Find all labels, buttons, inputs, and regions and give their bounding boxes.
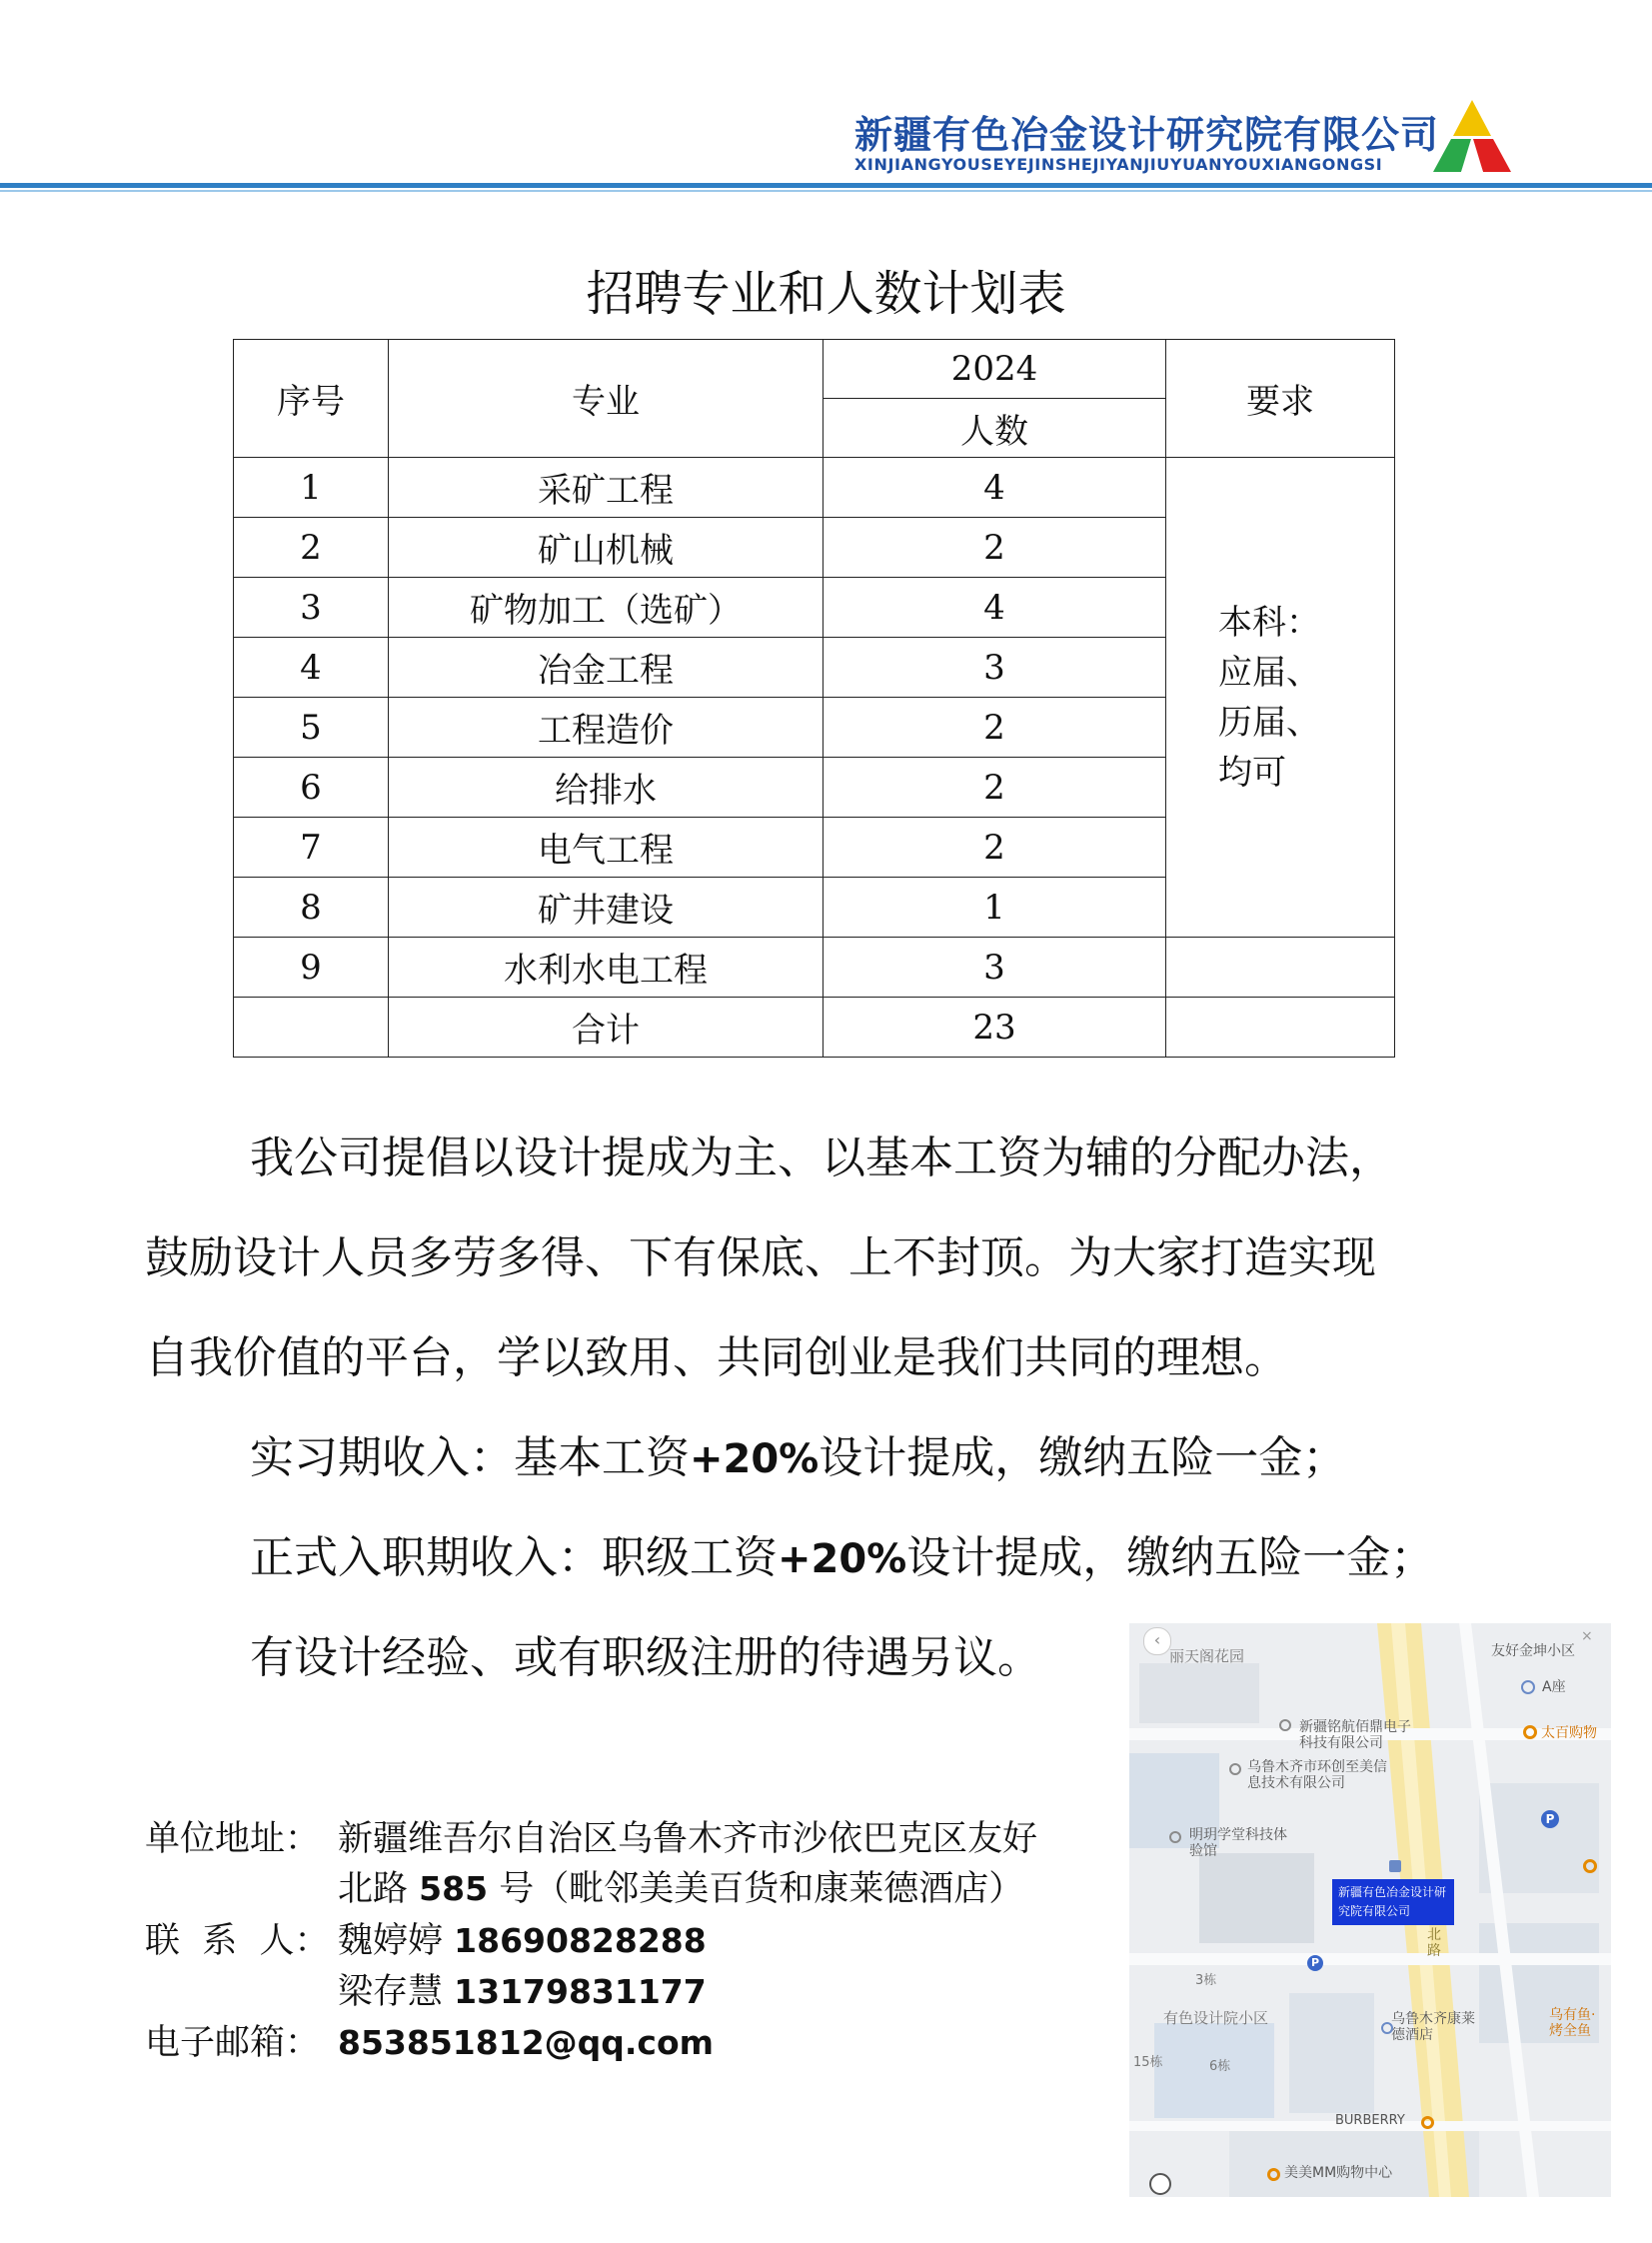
map-label-huanchuang: 乌鲁木齐市环创至美信息技术有限公司 bbox=[1247, 1759, 1387, 1791]
cell-seq: 4 bbox=[234, 638, 389, 698]
paragraph-line: 自我价值的平台，学以致用、共同创业是我们共同的理想。 bbox=[145, 1332, 1288, 1383]
contact-person bbox=[338, 1916, 707, 1966]
cell-major: 矿物加工（选矿） bbox=[389, 578, 824, 638]
paragraph-line: 有设计经验、或有职级注册的待遇另议。 bbox=[250, 1632, 1041, 1683]
map-label-building: 6栋 bbox=[1209, 2059, 1231, 2074]
intern-income-line bbox=[250, 1408, 1346, 1509]
recruitment-plan-table bbox=[233, 339, 1395, 1058]
email-value bbox=[338, 2018, 714, 2068]
table-title: 招聘专业和人数计划表 bbox=[586, 266, 1066, 322]
map-label-taibai: 太百购物 bbox=[1541, 1725, 1597, 1741]
email-text: 853851812@qq.com bbox=[338, 2023, 715, 2062]
shopping-marker-icon bbox=[1583, 1859, 1597, 1873]
shopping-marker-icon bbox=[1523, 1725, 1537, 1739]
header-rule bbox=[0, 183, 1652, 188]
header-rule-light bbox=[0, 190, 1652, 192]
location-map bbox=[1129, 1623, 1611, 2197]
text: 设计提成，缴纳五险一金； bbox=[819, 1432, 1347, 1483]
cell-seq: 8 bbox=[234, 878, 389, 938]
cell-major: 电气工程 bbox=[389, 818, 824, 878]
map-label-youse-xiaoqu: 有色设计院小区 bbox=[1163, 2009, 1269, 2027]
close-icon[interactable]: × bbox=[1581, 1628, 1593, 1644]
poi-marker-icon bbox=[1169, 1831, 1181, 1843]
map-label-building: 3栋 bbox=[1195, 1973, 1217, 1988]
text: 正式入职期收入：职级工资 bbox=[250, 1532, 778, 1583]
cell-empty bbox=[1166, 938, 1395, 998]
contact-phone: 18690828288 bbox=[454, 1921, 707, 1960]
map-label-road: 北路 bbox=[1427, 1927, 1441, 1959]
cell-empty bbox=[234, 998, 389, 1058]
cell-major: 工程造价 bbox=[389, 698, 824, 758]
cell-seq: 1 bbox=[234, 458, 389, 518]
parking-icon: P bbox=[1541, 1810, 1559, 1828]
total-label: 合计 bbox=[389, 998, 824, 1058]
contact-person bbox=[338, 1967, 707, 2017]
percent-text: +20% bbox=[690, 1436, 820, 1482]
cell-seq: 3 bbox=[234, 578, 389, 638]
cell-count: 4 bbox=[824, 578, 1166, 638]
formal-income-line bbox=[250, 1508, 1434, 1609]
bus-stop-icon bbox=[1389, 1860, 1401, 1872]
back-icon[interactable]: ‹ bbox=[1143, 1627, 1171, 1655]
header-major: 专业 bbox=[389, 340, 824, 458]
cell-major: 矿山机械 bbox=[389, 518, 824, 578]
poi-marker-icon bbox=[1521, 1680, 1535, 1694]
cell-major: 矿井建设 bbox=[389, 878, 824, 938]
cell-count: 2 bbox=[824, 758, 1166, 818]
cell-count: 2 bbox=[824, 698, 1166, 758]
paragraph-line: 我公司提倡以设计提成为主、以基本工资为辅的分配办法， bbox=[250, 1132, 1393, 1183]
table-row bbox=[234, 458, 1395, 518]
cell-seq: 6 bbox=[234, 758, 389, 818]
contact-name: 魏婷婷 bbox=[338, 1921, 444, 1961]
cell-count: 3 bbox=[824, 938, 1166, 998]
cell-count: 2 bbox=[824, 518, 1166, 578]
email-label: 电子邮箱： bbox=[145, 2023, 321, 2063]
cell-major: 水利水电工程 bbox=[389, 938, 824, 998]
table-header-row bbox=[234, 340, 1395, 399]
text: 号（毗邻美美百货和康莱德酒店） bbox=[499, 1869, 1024, 1909]
map-label-building: 15栋 bbox=[1133, 2055, 1163, 2070]
cell-count: 4 bbox=[824, 458, 1166, 518]
contact-label: 联 系 人： bbox=[145, 1921, 330, 1961]
contact-name: 梁存慧 bbox=[338, 1972, 444, 2012]
map-label-minghang: 新疆铭航佰鼎电子科技有限公司 bbox=[1299, 1719, 1411, 1751]
cell-seq: 2 bbox=[234, 518, 389, 578]
map-label-mingyue: 明玥学堂科技体验馆 bbox=[1189, 1827, 1287, 1859]
requirement-line: 本科： bbox=[1218, 602, 1320, 643]
map-label-youhao: 友好金坤小区 bbox=[1491, 1643, 1575, 1659]
text: 实习期收入：基本工资 bbox=[250, 1432, 690, 1483]
cell-empty bbox=[1166, 998, 1395, 1058]
parking-icon: P bbox=[1307, 1955, 1323, 1971]
poi-marker-icon bbox=[1279, 1719, 1291, 1731]
text: 北路 bbox=[338, 1869, 409, 1909]
paragraph-line: 鼓励设计人员多劳多得、下有保底、上不封顶。为大家打造实现 bbox=[145, 1232, 1376, 1283]
table-row bbox=[234, 938, 1395, 998]
cell-major: 采矿工程 bbox=[389, 458, 824, 518]
cell-major: 给排水 bbox=[389, 758, 824, 818]
poi-marker-icon bbox=[1229, 1763, 1241, 1775]
map-label-meimei: 美美MM购物中心 bbox=[1284, 2165, 1393, 2181]
cell-seq: 7 bbox=[234, 818, 389, 878]
shopping-marker-icon bbox=[1421, 2116, 1434, 2129]
cell-count: 3 bbox=[824, 638, 1166, 698]
header-seq: 序号 bbox=[234, 340, 389, 458]
company-name-cn: 新疆有色冶金设计研究院有限公司 bbox=[854, 113, 1440, 157]
triangle-logo-icon bbox=[1431, 98, 1513, 174]
company-location-marker[interactable]: 新疆有色冶金设计研究院有限公司 bbox=[1332, 1879, 1454, 1925]
address-line bbox=[338, 1864, 1023, 1914]
header-requirement: 要求 bbox=[1166, 340, 1395, 458]
cell-seq: 5 bbox=[234, 698, 389, 758]
requirement-line: 均可 bbox=[1218, 752, 1286, 793]
cell-seq: 9 bbox=[234, 938, 389, 998]
table-total-row bbox=[234, 998, 1395, 1058]
map-label-lantian: 丽天阁花园 bbox=[1169, 1647, 1245, 1665]
total-count: 23 bbox=[824, 998, 1166, 1058]
requirement-line: 应届、 bbox=[1218, 652, 1320, 693]
text: 设计提成，缴纳五险一金； bbox=[906, 1532, 1435, 1583]
contact-phone: 13179831177 bbox=[454, 1972, 707, 2011]
hotel-marker-icon bbox=[1381, 2022, 1393, 2034]
cell-count: 1 bbox=[824, 878, 1166, 938]
map-label-burberry: BURBERRY bbox=[1335, 2113, 1405, 2128]
address-line: 新疆维吾尔自治区乌鲁木齐市沙依巴克区友好 bbox=[338, 1819, 1038, 1859]
requirement-line: 历届、 bbox=[1218, 702, 1320, 743]
requirement-cell bbox=[1166, 458, 1395, 938]
cell-major: 冶金工程 bbox=[389, 638, 824, 698]
header-year: 2024 bbox=[824, 340, 1166, 399]
company-name-en: XINJIANGYOUSEYEJINSHEJIYANJIUYUANYOUXIANGONGSI bbox=[854, 155, 1383, 174]
percent-text: +20% bbox=[778, 1536, 907, 1582]
shopping-marker-icon bbox=[1267, 2168, 1280, 2181]
cell-count: 2 bbox=[824, 818, 1166, 878]
locate-icon[interactable] bbox=[1149, 2173, 1171, 2195]
house-number: 585 bbox=[419, 1869, 489, 1908]
header-count: 人数 bbox=[824, 399, 1166, 458]
map-label-wuyouyu: 乌有鱼·烤全鱼 bbox=[1549, 2007, 1596, 2039]
address-label: 单位地址： bbox=[145, 1819, 321, 1859]
map-label-kanglaide: 乌鲁木齐康莱德酒店 bbox=[1391, 2011, 1475, 2043]
map-label-a-zuo: A座 bbox=[1542, 1679, 1566, 1695]
